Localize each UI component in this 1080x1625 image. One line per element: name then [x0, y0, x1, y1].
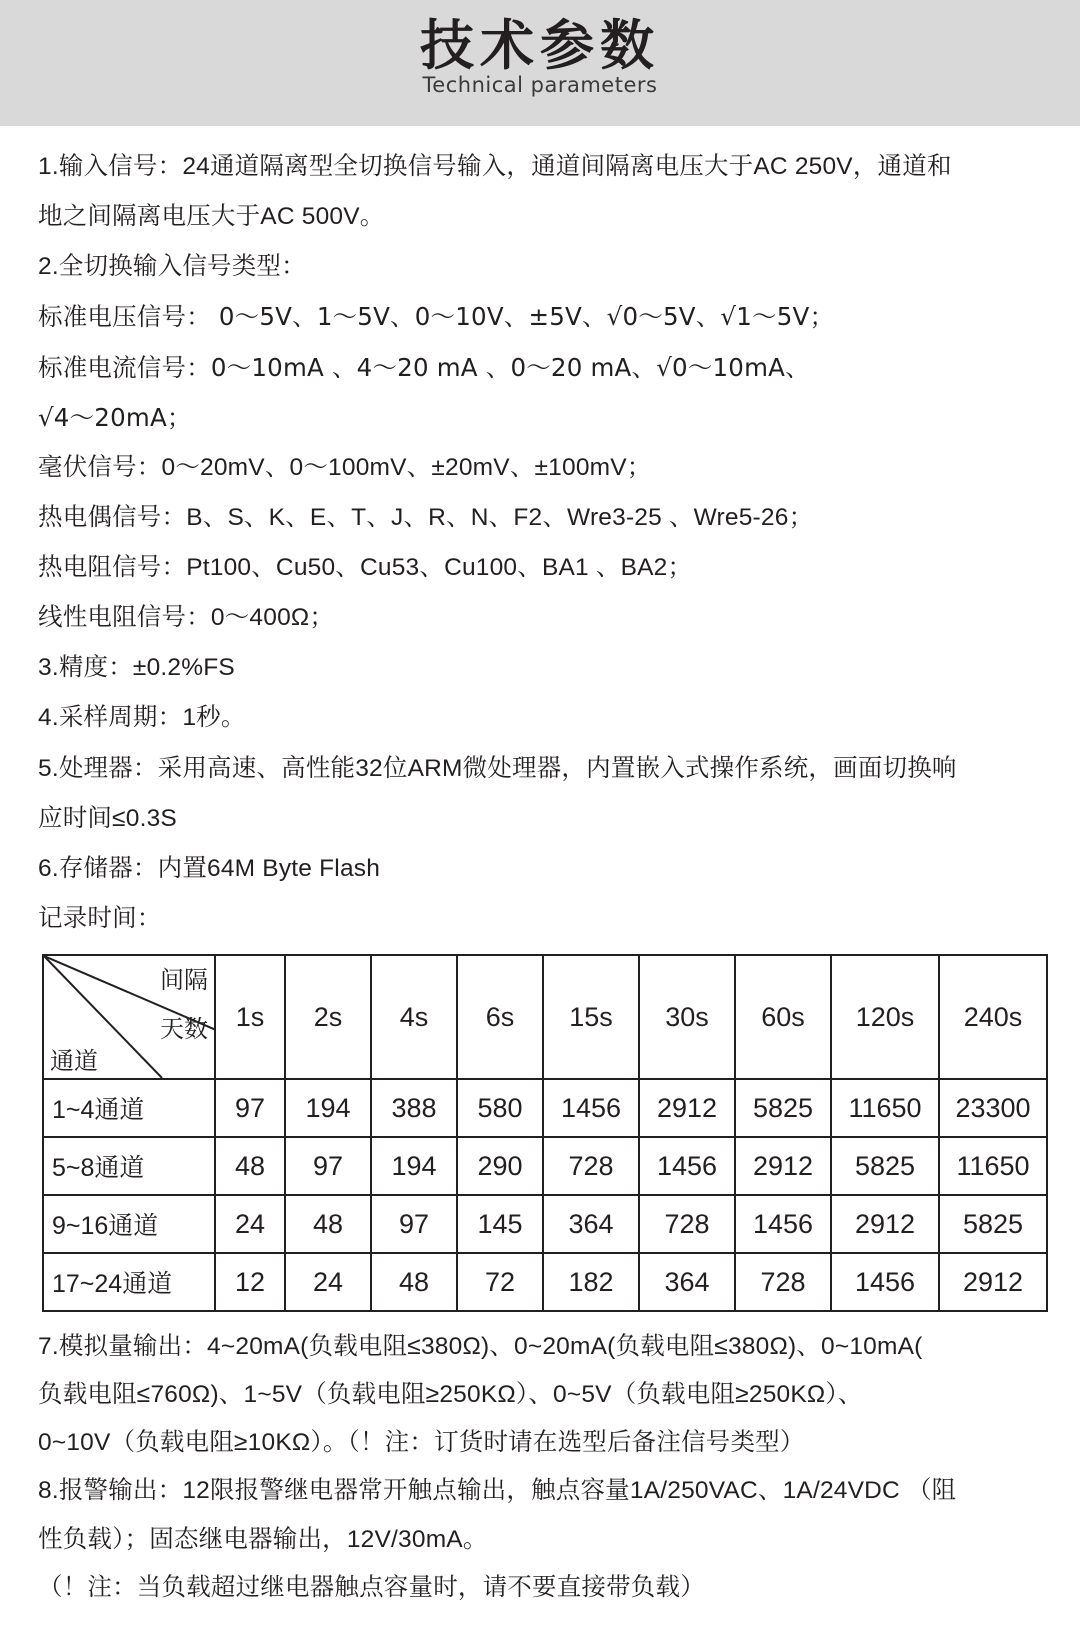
page-subtitle: Technical parameters [422, 72, 658, 97]
table-cell: 364 [639, 1253, 735, 1311]
table-cell: 2912 [939, 1253, 1047, 1311]
spec-line: 6.存储器：内置64M Byte Flash [38, 854, 381, 882]
table-cell: 728 [639, 1195, 735, 1253]
spec-content [0, 126, 1080, 1625]
table-cell: 728 [735, 1253, 831, 1311]
table-cell: 48 [285, 1195, 371, 1253]
table-cell: 97 [215, 1079, 285, 1137]
spec-line: 线性电阻信号：0～400Ω； [38, 604, 335, 632]
spec-line: 负载电阻≤760Ω)、1~5V（负载电阻≥250KΩ）、0~5V（负载电阻≥250KΩ）、 [38, 1381, 863, 1409]
page-banner [0, 0, 1080, 126]
spec-line: 0~10V（负载电阻≥10KΩ）。（！注：订货时请在选型后备注信号类型） [38, 1429, 805, 1457]
table-cell: 388 [371, 1079, 457, 1137]
table-col-header: 6s [457, 955, 543, 1079]
table-row [43, 1137, 1047, 1195]
spec-line: 4.采样周期：1秒。 [38, 704, 246, 732]
table-col-header: 15s [543, 955, 639, 1079]
table-cell: 97 [371, 1195, 457, 1253]
spec-line: 3.精度：±0.2%FS [38, 654, 235, 682]
table-cell: 2912 [831, 1195, 939, 1253]
table-row [43, 1079, 1047, 1137]
spec-content-after-table [38, 1326, 1042, 1609]
table-row-header: 5~8通道 [43, 1137, 215, 1195]
spec-line: 8.报警输出：12限报警继电器常开触点输出，触点容量1A/250VAC、1A/24VDC （阻 [38, 1477, 957, 1505]
table-cell: 11650 [939, 1137, 1047, 1195]
table-cell: 11650 [831, 1079, 939, 1137]
table-col-header: 60s [735, 955, 831, 1079]
table-cell: 48 [371, 1253, 457, 1311]
table-cell: 182 [543, 1253, 639, 1311]
spec-line: 应时间≤0.3S [38, 804, 177, 832]
table-cell: 24 [215, 1195, 285, 1253]
spec-line: 热电阻信号：Pt100、Cu50、Cu53、Cu100、BA1 、BA2； [38, 554, 693, 581]
table-cell: 72 [457, 1253, 543, 1311]
table-row-header: 17~24通道 [43, 1253, 215, 1311]
spec-line: 性负载）；固态继电器输出，12V/30mA。 [38, 1525, 488, 1553]
table-cell: 1456 [831, 1253, 939, 1311]
table-cell: 194 [371, 1137, 457, 1195]
corner-days-label: 天数 [160, 1016, 208, 1043]
table-col-header: 2s [285, 955, 371, 1079]
record-time-table [42, 954, 1048, 1312]
table-cell: 728 [543, 1137, 639, 1195]
table-cell: 2912 [735, 1137, 831, 1195]
table-cell: 145 [457, 1195, 543, 1253]
table-cell: 364 [543, 1195, 639, 1253]
table-row [43, 1195, 1047, 1253]
table-col-header: 1s [215, 955, 285, 1079]
table-cell: 97 [285, 1137, 371, 1195]
spec-line: 7.模拟量输出：4~20mA(负载电阻≤380Ω)、0~20mA(负载电阻≤380Ω)、0~10mA( [38, 1333, 923, 1360]
table-cell: 194 [285, 1079, 371, 1137]
table-cell: 5825 [939, 1195, 1047, 1253]
table-cell: 48 [215, 1137, 285, 1195]
table-cell: 23300 [939, 1079, 1047, 1137]
table-cell: 12 [215, 1253, 285, 1311]
spec-line: 热电偶信号：B、S、K、E、T、J、R、N、F2、Wre3-25 、Wre5-26； [38, 503, 814, 531]
spec-line: 2.全切换输入信号类型： [38, 253, 306, 281]
table-cell: 24 [285, 1253, 371, 1311]
spec-line: 1.输入信号：24通道隔离型全切换信号输入，通道间隔离电压大于AC 250V，通道和 [38, 153, 952, 180]
spec-line: 5.处理器：采用高速、高性能32位ARM微处理器，内置嵌入式操作系统，画面切换响 [38, 754, 957, 782]
table-cell: 5825 [831, 1137, 939, 1195]
table-cell: 1456 [735, 1195, 831, 1253]
table-row-header: 9~16通道 [43, 1195, 215, 1253]
table-corner-cell [43, 955, 215, 1079]
table-col-header: 30s [639, 955, 735, 1079]
table-cell: 5825 [735, 1079, 831, 1137]
spec-line: （！注：当负载超过继电器触点容量时，请不要直接带负载） [38, 1573, 705, 1601]
table-col-header: 240s [939, 955, 1047, 1079]
page-title: 技术参数 [420, 16, 660, 76]
table-col-header: 120s [831, 955, 939, 1079]
spec-line: 标准电流信号：0～10mA 、4～20 mA 、0～20 mA、√0～10mA、 [38, 352, 810, 382]
table-header-row [43, 955, 1047, 1079]
table-cell: 1456 [639, 1137, 735, 1195]
table-col-header: 4s [371, 955, 457, 1079]
table-row [43, 1253, 1047, 1311]
spec-line: 毫伏信号：0～20mV、0～100mV、±20mV、±100mV； [38, 453, 652, 481]
table-cell: 1456 [543, 1079, 639, 1137]
corner-channel-label: 通道 [50, 1048, 98, 1075]
spec-line: 标准电压信号： 0～5V、1～5V、0～10V、±5V、√0～5V、√1～5V； [38, 302, 835, 332]
table-row-header: 1~4通道 [43, 1079, 215, 1137]
table-cell: 2912 [639, 1079, 735, 1137]
spec-line: 地之间隔离电压大于AC 500V。 [38, 203, 385, 231]
table-cell: 580 [457, 1079, 543, 1137]
spec-line: √4～20mA； [38, 402, 192, 432]
corner-interval-label: 间隔 [160, 967, 208, 994]
table-cell: 290 [457, 1137, 543, 1195]
spec-line: 记录时间： [38, 904, 162, 932]
